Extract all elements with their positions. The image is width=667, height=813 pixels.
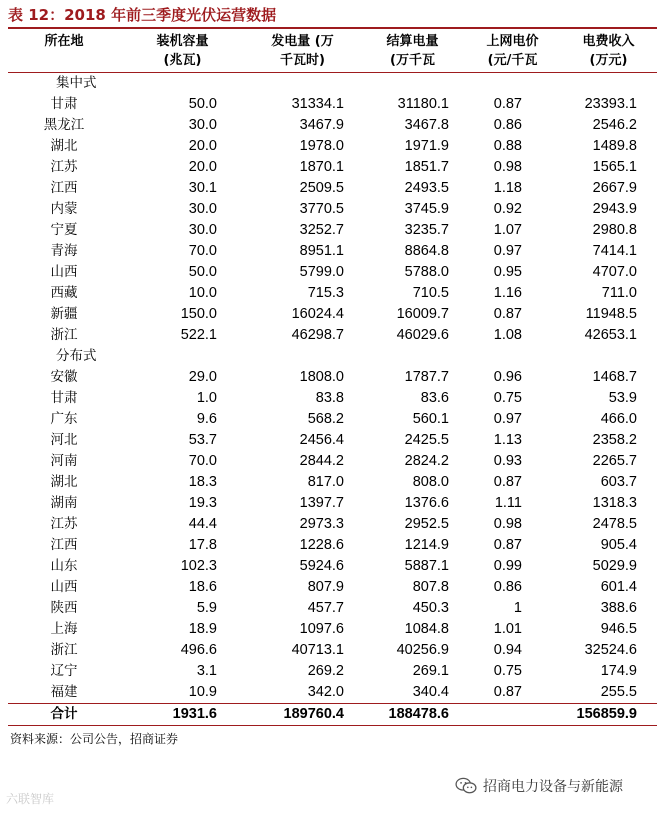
value-cell: 174.9 (600, 663, 637, 679)
value-cell: 18.3 (188, 474, 217, 490)
table-row (8, 577, 657, 598)
value-cell: 1.01 (493, 621, 522, 637)
total-value-cell: 156859.9 (560, 704, 657, 726)
value-cell: 1.11 (494, 495, 522, 511)
value-cell: 1318.3 (592, 495, 637, 511)
location-cell: 湖北 (50, 474, 78, 490)
location-cell: 湖北 (50, 138, 78, 154)
value-cell: 3745.9 (404, 201, 449, 217)
value-cell: 0.93 (493, 453, 522, 469)
value-cell: 905.4 (600, 537, 637, 553)
value-cell: 601.4 (600, 579, 637, 595)
table-row (8, 493, 657, 514)
group-header-row (8, 346, 657, 367)
value-cell: 16024.4 (291, 306, 344, 322)
value-cell: 2265.7 (592, 453, 637, 469)
location-cell: 江苏 (50, 516, 78, 532)
value-cell: 2844.2 (299, 453, 344, 469)
value-cell: 10.9 (188, 684, 217, 700)
value-cell: 1.13 (493, 432, 522, 448)
value-cell: 269.1 (412, 663, 449, 679)
value-cell: 2952.5 (404, 516, 449, 532)
table-row (8, 682, 657, 704)
table-row (8, 115, 657, 136)
value-cell: 31180.1 (397, 96, 449, 112)
total-row (8, 704, 657, 726)
value-cell: 2824.2 (404, 453, 449, 469)
table-row (8, 640, 657, 661)
value-cell: 807.8 (412, 579, 449, 595)
location-cell: 宁夏 (50, 222, 78, 238)
value-cell: 102.3 (180, 558, 217, 574)
value-cell: 0.87 (493, 306, 522, 322)
value-cell: 522.1 (180, 327, 217, 343)
value-cell: 0.96 (493, 369, 522, 385)
value-cell: 0.88 (493, 138, 522, 154)
value-cell: 946.5 (600, 621, 637, 637)
value-cell: 8864.8 (404, 243, 449, 259)
table-row (8, 283, 657, 304)
value-cell: 53.9 (608, 390, 637, 406)
value-cell: 3770.5 (299, 201, 344, 217)
value-cell: 1851.7 (404, 159, 449, 175)
location-cell: 福建 (50, 684, 78, 700)
data-table (8, 29, 657, 726)
table-row (8, 157, 657, 178)
value-cell: 16009.7 (396, 306, 449, 322)
table-row (8, 451, 657, 472)
total-value-cell: 189760.4 (245, 704, 360, 726)
table-row (8, 304, 657, 325)
location-cell: 湖南 (50, 495, 78, 511)
value-cell: 2425.5 (404, 432, 449, 448)
value-cell: 2980.8 (592, 222, 637, 238)
value-cell: 46298.7 (291, 327, 344, 343)
value-cell: 5.9 (196, 600, 217, 616)
value-cell: 603.7 (600, 474, 637, 490)
value-cell: 46029.6 (396, 327, 449, 343)
value-cell: 560.1 (412, 411, 449, 427)
value-cell: 0.99 (493, 558, 522, 574)
value-cell: 5799.0 (299, 264, 344, 280)
value-cell: 50.0 (188, 96, 217, 112)
table-row (8, 619, 657, 640)
value-cell: 1.0 (196, 390, 217, 406)
location-cell: 山西 (50, 579, 78, 595)
location-cell: 青海 (50, 243, 78, 259)
header-revenue: 电费收入 (万元) (560, 29, 657, 73)
value-cell: 457.7 (307, 600, 344, 616)
header-settled: 结算电量 (万千瓦 (360, 29, 465, 73)
value-cell: 1.07 (493, 222, 522, 238)
value-cell: 44.4 (188, 516, 217, 532)
header-capacity: 装机容量 (兆瓦) (120, 29, 245, 73)
location-cell: 上海 (50, 621, 78, 637)
table-row (8, 535, 657, 556)
value-cell: 31334.1 (291, 96, 344, 112)
location-cell: 浙江 (50, 642, 78, 658)
value-cell: 1376.6 (404, 495, 449, 511)
value-cell: 340.4 (412, 684, 449, 700)
location-cell: 河北 (50, 432, 78, 448)
value-cell: 17.8 (188, 537, 217, 553)
table-row (8, 241, 657, 262)
total-value-cell: 188478.6 (360, 704, 465, 726)
value-cell: 7414.1 (592, 243, 637, 259)
value-cell: 83.8 (315, 390, 344, 406)
value-cell: 30.0 (188, 117, 217, 133)
value-cell: 2509.5 (299, 180, 344, 196)
value-cell: 5887.1 (404, 558, 449, 574)
location-cell: 江西 (50, 180, 78, 196)
watermark-text: 六联智库 (6, 792, 55, 806)
value-cell: 1808.0 (299, 369, 344, 385)
value-cell: 2358.2 (592, 432, 637, 448)
value-cell: 0.98 (493, 159, 522, 175)
table-row (8, 472, 657, 493)
value-cell: 5788.0 (404, 264, 449, 280)
value-cell: 3467.8 (404, 117, 449, 133)
table-row (8, 199, 657, 220)
value-cell: 0.98 (493, 516, 522, 532)
value-cell: 0.97 (493, 411, 522, 427)
value-cell: 0.94 (493, 642, 522, 658)
total-value-cell: 1931.6 (120, 704, 245, 726)
value-cell: 1971.9 (404, 138, 449, 154)
value-cell: 4707.0 (592, 264, 637, 280)
value-cell: 1.16 (493, 285, 522, 301)
value-cell: 342.0 (307, 684, 344, 700)
location-cell: 陕西 (50, 600, 78, 616)
value-cell: 23393.1 (584, 96, 637, 112)
value-cell: 1978.0 (299, 138, 344, 154)
value-cell: 32524.6 (584, 642, 637, 658)
value-cell: 0.87 (493, 684, 522, 700)
value-cell: 1787.7 (404, 369, 449, 385)
value-cell: 10.0 (188, 285, 217, 301)
table-row (8, 136, 657, 157)
location-cell: 新疆 (50, 306, 78, 322)
location-cell: 浙江 (50, 327, 78, 343)
value-cell: 18.6 (188, 579, 217, 595)
value-cell: 2456.4 (299, 432, 344, 448)
value-cell: 568.2 (307, 411, 344, 427)
table-row (8, 430, 657, 451)
value-cell: 1.08 (493, 327, 522, 343)
value-cell: 40713.1 (291, 642, 344, 658)
location-cell: 河南 (50, 453, 78, 469)
value-cell: 0.75 (493, 390, 522, 406)
value-cell: 0.87 (493, 537, 522, 553)
value-cell: 1870.1 (299, 159, 344, 175)
location-cell: 黑龙江 (43, 117, 85, 133)
value-cell: 2667.9 (592, 180, 637, 196)
location-cell: 辽宁 (50, 663, 78, 679)
value-cell: 1565.1 (592, 159, 637, 175)
value-cell: 3235.7 (404, 222, 449, 238)
value-cell: 1468.7 (592, 369, 637, 385)
table-row (8, 598, 657, 619)
table-row (8, 514, 657, 535)
value-cell: 0.75 (493, 663, 522, 679)
wechat-account-name: 招商电力设备与新能源 (483, 779, 623, 795)
value-cell: 450.3 (412, 600, 449, 616)
header-generation: 发电量 (万 千瓦时) (245, 29, 360, 73)
value-cell: 0.86 (493, 579, 522, 595)
value-cell: 150.0 (180, 306, 217, 322)
value-cell: 70.0 (188, 453, 217, 469)
value-cell: 11948.5 (585, 306, 637, 322)
value-cell: 388.6 (600, 600, 637, 616)
value-cell: 18.9 (188, 621, 217, 637)
value-cell: 1084.8 (404, 621, 449, 637)
value-cell: 30.0 (188, 201, 217, 217)
value-cell: 9.6 (196, 411, 217, 427)
value-cell: 1214.9 (404, 537, 449, 553)
location-cell: 甘肃 (50, 390, 78, 406)
header-price: 上网电价 (元/千瓦 (465, 29, 560, 73)
value-cell: 269.2 (307, 663, 344, 679)
value-cell: 20.0 (188, 159, 217, 175)
value-cell: 0.87 (493, 474, 522, 490)
group-label: 集中式 (56, 75, 97, 91)
table-row (8, 556, 657, 577)
value-cell: 1397.7 (299, 495, 344, 511)
value-cell: 29.0 (188, 369, 217, 385)
value-cell: 3.1 (196, 663, 217, 679)
value-cell: 496.6 (180, 642, 217, 658)
location-cell: 江苏 (50, 159, 78, 175)
value-cell: 2546.2 (592, 117, 637, 133)
value-cell: 30.1 (188, 180, 217, 196)
value-cell: 2478.5 (592, 516, 637, 532)
location-cell: 江西 (50, 537, 78, 553)
value-cell: 466.0 (600, 411, 637, 427)
header-row (8, 29, 657, 73)
value-cell: 0.86 (493, 117, 522, 133)
group-label: 分布式 (56, 348, 97, 364)
value-cell: 70.0 (188, 243, 217, 259)
location-cell: 甘肃 (50, 96, 78, 112)
value-cell: 53.7 (188, 432, 217, 448)
value-cell: 711.0 (601, 285, 637, 301)
value-cell: 1489.8 (592, 138, 637, 154)
table-row (8, 220, 657, 241)
value-cell: 715.3 (307, 285, 344, 301)
value-cell: 3252.7 (299, 222, 344, 238)
value-cell: 50.0 (188, 264, 217, 280)
location-cell: 安徽 (50, 369, 78, 385)
value-cell: 8951.1 (299, 243, 344, 259)
location-cell: 山东 (50, 558, 78, 574)
value-cell: 1228.6 (299, 537, 344, 553)
value-cell: 83.6 (420, 390, 449, 406)
table-row (8, 388, 657, 409)
value-cell: 3467.9 (299, 117, 344, 133)
value-cell: 808.0 (412, 474, 449, 490)
value-cell: 2943.9 (592, 201, 637, 217)
header-location: 所在地 (8, 29, 120, 73)
value-cell: 710.5 (412, 285, 449, 301)
value-cell: 807.9 (307, 579, 344, 595)
value-cell: 20.0 (188, 138, 217, 154)
value-cell: 0.95 (493, 264, 522, 280)
value-cell: 1097.6 (299, 621, 344, 637)
wechat-icon (455, 777, 477, 795)
value-cell: 19.3 (188, 495, 217, 511)
value-cell: 40256.9 (396, 642, 449, 658)
value-cell: 1 (513, 600, 522, 616)
location-cell: 内蒙 (50, 201, 78, 217)
table-title: 表 12：2018 年前三季度光伏运营数据 (8, 6, 277, 24)
total-value-cell (465, 704, 560, 726)
value-cell: 1.18 (493, 180, 522, 196)
table-row (8, 367, 657, 388)
location-cell: 广东 (50, 411, 78, 427)
source-note: 资料来源：公司公告，招商证券 (10, 732, 179, 746)
value-cell: 0.87 (493, 96, 522, 112)
value-cell: 2493.5 (404, 180, 449, 196)
table-row (8, 325, 657, 346)
table-row (8, 661, 657, 682)
group-header-row (8, 73, 657, 95)
total-label: 合计 (8, 704, 120, 726)
value-cell: 817.0 (307, 474, 344, 490)
table-row (8, 262, 657, 283)
value-cell: 0.97 (493, 243, 522, 259)
location-cell: 西藏 (50, 285, 78, 301)
value-cell: 5029.9 (592, 558, 637, 574)
wechat-account (455, 775, 623, 797)
value-cell: 5924.6 (299, 558, 344, 574)
value-cell: 42653.1 (584, 327, 637, 343)
value-cell: 0.92 (493, 201, 522, 217)
value-cell: 255.5 (600, 684, 637, 700)
table-row (8, 94, 657, 115)
table-row (8, 409, 657, 430)
table-row (8, 178, 657, 199)
value-cell: 30.0 (188, 222, 217, 238)
location-cell: 山西 (50, 264, 78, 280)
value-cell: 2973.3 (299, 516, 344, 532)
